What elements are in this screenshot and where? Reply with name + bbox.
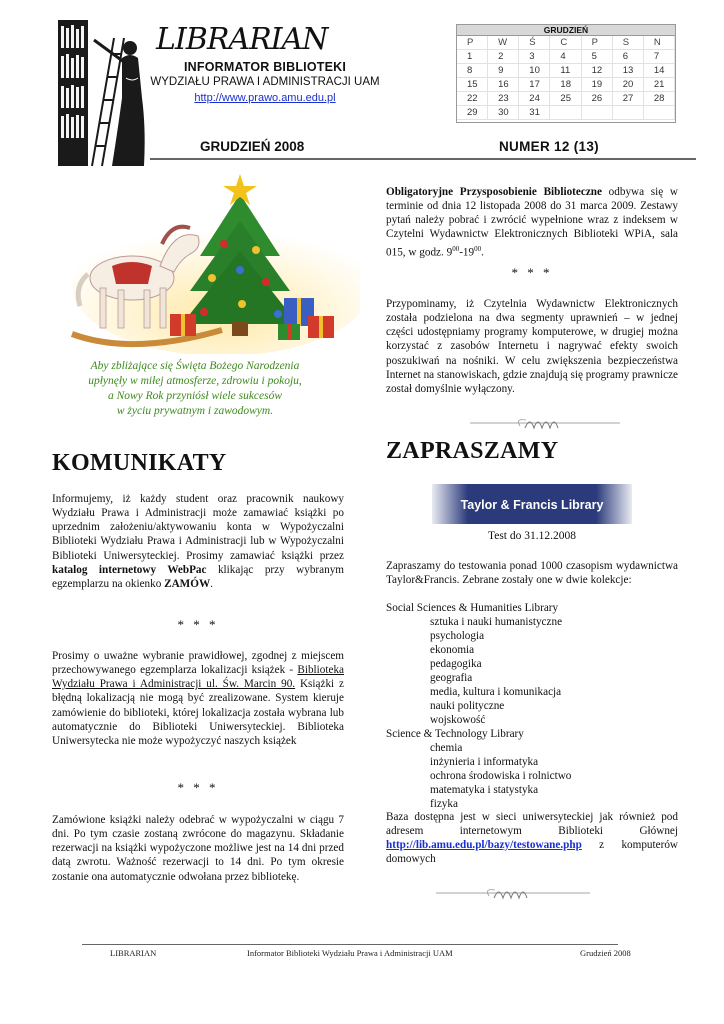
test-period-line: Test do 31.12.2008 [488,530,576,542]
komunikaty-paragraph-2 [52,649,344,748]
taylor-francis-library-logo [432,484,632,524]
collection-title: Science & Technology Library [386,728,524,740]
greeting-line: Aby zbliżające się Święta Bożego Narodzenia [90,360,300,372]
calendar-day: 9 [488,64,519,78]
text-run: odbywa się w terminie od dnia 12 listopada 2008 do 31 marca 2009. Zestawy pytań należy pobrać i zwrócić wypełnione wraz z indeksem w Czytelni Wydawnictw Elektronicznych Biblioteki WPiA, sala 015, w godz. 9 [386,186,678,259]
calendar-day: 21 [644,78,675,92]
calendar-day: 29 [457,106,488,120]
librarian-logo-illustration [56,18,148,168]
text-run: klikając przy wybranym egzemplarzu na okienko [52,563,345,590]
calendar-day: 3 [519,50,550,64]
calendar-day: 4 [550,50,581,64]
collection-item: ekonomia [430,644,475,656]
calendar-day [550,106,581,120]
calendar-day [582,106,613,120]
issue-number: NUMER 12 (13) [499,139,599,154]
footer-left: LIBRARIAN [110,948,157,958]
calendar-weekday: W [488,36,519,50]
zapraszamy-intro: Zapraszamy do testowania ponad 1000 czasopism wydawnictwa Taylor&Francis. Zebrane zostały one w dwie kolekcje: [386,560,678,587]
calendar-weekday: S [613,36,644,50]
collection-item: wojskowość [430,714,486,726]
faculty-url-link[interactable]: http://www.prawo.amu.edu.pl [194,92,336,104]
calendar-day: 24 [519,92,550,106]
calendar-day: 25 [550,92,581,106]
text-run: z komputerów domowych [386,839,678,866]
calendar-day: 8 [457,64,488,78]
christmas-illustration [52,166,360,354]
greeting-line: upłynęły w miłej atmosferze, zdrowiu i pokoju, [88,375,302,387]
webpac-emphasis: katalog internetowy WebPac [52,563,207,576]
holiday-greeting [60,359,330,419]
calendar-weekday: N [644,36,675,50]
reading-room-paragraph: Przypominamy, iż Czytelnia Wydawnictw Elektronicznych została podzielona na dwa segmenty uprawnień – w jednej części udostępniamy programy komputerowe, w drugiej można korzystać z zasobów Internetu i nagrywać efekty swoich poszukiwań na nośniki. W celu zwiększenia bezpieczeństwa Internet na stanowiskach, gdzie znajdują się programy prawnicze został domyślnie wyłączony. [386,298,679,395]
calendar-day: 20 [613,78,644,92]
calendar-weekday: C [550,36,581,50]
collection-item: geografia [430,672,473,684]
tf-logo-banner-icon [432,484,632,524]
testowane-database-link[interactable]: http://lib.amu.edu.pl/bazy/testowane.php [386,839,582,852]
komunikaty-paragraph-3: Zamówione książki należy odebrać w wypożyczalni w ciągu 7 dni. Po tym czasie zostaną zwrócone do magazynu. Składanie rezerwacji na książki wypożyczone możliwe jest na 14 dni przed datą zwrotu. Ważność rezerwacji to 14 dni. Po tym okresie zostanie ona automatycznie odwołana przez bibliotekę. [52,814,344,883]
masthead [150,60,380,106]
calendar-day: 1 [457,50,488,64]
calendar-day: 23 [488,92,519,106]
librarian-logo-text: LIBRARIAN [156,22,328,57]
issue-date: GRUDZIEŃ 2008 [200,139,305,154]
calendar-day: 10 [519,64,550,78]
greeting-line: a Nowy Rok przyniósł wiele sukcesów [107,390,283,402]
calendar-day: 14 [644,64,675,78]
training-emphasis: Obligatoryjne Przysposobienie Biblioteczne [386,186,602,198]
section-separator-stars: * * * [177,780,219,795]
section-separator-stars: * * * [177,617,219,632]
calendar-day: 31 [519,106,550,120]
calendar-weekday: P [457,36,488,50]
flourish-divider-icon [436,884,590,902]
komunikaty-heading: KOMUNIKATY [52,450,227,476]
collection-item: sztuka i nauki humanistyczne [430,616,563,628]
text-run: -19 [459,246,475,259]
calendar-day: 5 [582,50,613,64]
calendar-day [644,106,675,120]
calendar-day [613,106,644,120]
newsletter-title: INFORMATOR BIBLIOTEKI [183,60,347,74]
text-run: Informujemy, iż każdy student oraz pracownik naukowy Wydziału Prawa i Administracji może zamawiać książki po uprzednim założeniu/aktywowaniu konta w Wypożyczalni Biblioteki Wydziału Prawa i Administracji lub w Wypożyczalni Biblioteki Uniwersyteckiej. Prosimy zamawiać książki przez [52,493,344,562]
calendar-day: 30 [488,106,519,120]
calendar-month: GRUDZIEŃ [457,25,675,36]
section-separator-stars: * * * [511,265,553,280]
calendar-day: 27 [613,92,644,106]
calendar-day: 16 [488,78,519,92]
calendar-day: 2 [488,50,519,64]
collection-item: inżynieria i informatyka [430,756,539,768]
december-calendar [456,24,676,123]
collections-list [386,601,678,811]
calendar-day: 19 [582,78,613,92]
collection-item: nauki polityczne [430,700,505,712]
text-run: Książki z błędną lokalizacją nie mogą być zrealizowane. System kieruje zamówienie do biblioteki, której lokalizacja została wybrana lub automatycznie do Biblioteki Uniwersyteckiej. Biblioteka Uniwersytecka nie może wypożyczyć naszych książek [52,678,344,747]
collection-item: fizyka [430,798,458,810]
calendar-day: 6 [613,50,644,64]
calendar-weekday: P [582,36,613,50]
issue-bar [150,134,696,160]
baza-access-paragraph [386,810,678,867]
collection-item: media, kultura i komunikacja [430,686,562,698]
flourish-divider-icon [470,414,620,432]
collection-item: psychologia [430,630,485,642]
komunikaty-paragraph-1 [52,492,344,591]
calendar-weekday: Ś [519,36,550,50]
footer-center: Informator Biblioteki Wydziału Prawa i Administracji UAM [247,948,453,958]
calendar-day: 28 [644,92,675,106]
zapraszamy-heading: ZAPRASZAMY [386,438,559,464]
calendar-day: 12 [582,64,613,78]
text-run: Prosimy o uważne wybranie prawidłowej, zgodnej z miejscem przechowywanego egzemplarza lokalizacji książek - [52,650,344,677]
text-run: . [210,577,213,590]
text-run: . [481,246,484,259]
zamow-emphasis: ZAMÓW [164,577,211,590]
calendar-day: 11 [550,64,581,78]
calendar-day: 7 [644,50,675,64]
collection-item: chemia [430,742,463,754]
footer-right: Grudzień 2008 [580,948,631,958]
footer-rule [82,944,618,945]
calendar-day: 18 [550,78,581,92]
newsletter-subtitle: WYDZIAŁU PRAWA I ADMINISTRACJI UAM [150,76,380,88]
collection-item: ochrona środowiska i rolnictwo [430,770,572,782]
superscript: 00 [452,244,460,253]
superscript: 00 [474,244,482,253]
calendar-day: 26 [582,92,613,106]
collection-title: Social Sciences & Humanities Library [386,602,559,614]
obligatory-training-paragraph [386,185,678,260]
tf-logo-text: Taylor & Francis Library [460,498,604,512]
calendar-grid [457,36,675,120]
location-underlined: Biblioteka Wydziału Prawa i Administracji ul. Św. Marcin 90. [52,664,344,691]
greeting-line: w życiu prywatnym i zawodowym. [116,405,274,417]
collection-item: pedagogika [430,658,482,670]
collection-item: matematyka i statystyka [430,784,539,796]
calendar-day: 17 [519,78,550,92]
calendar-day: 13 [613,64,644,78]
calendar-day: 22 [457,92,488,106]
text-run: Baza dostępna jest w sieci uniwersyteckiej jak również pod adresem internetowym Biblioteki Głównej [386,811,678,838]
calendar-day: 15 [457,78,488,92]
